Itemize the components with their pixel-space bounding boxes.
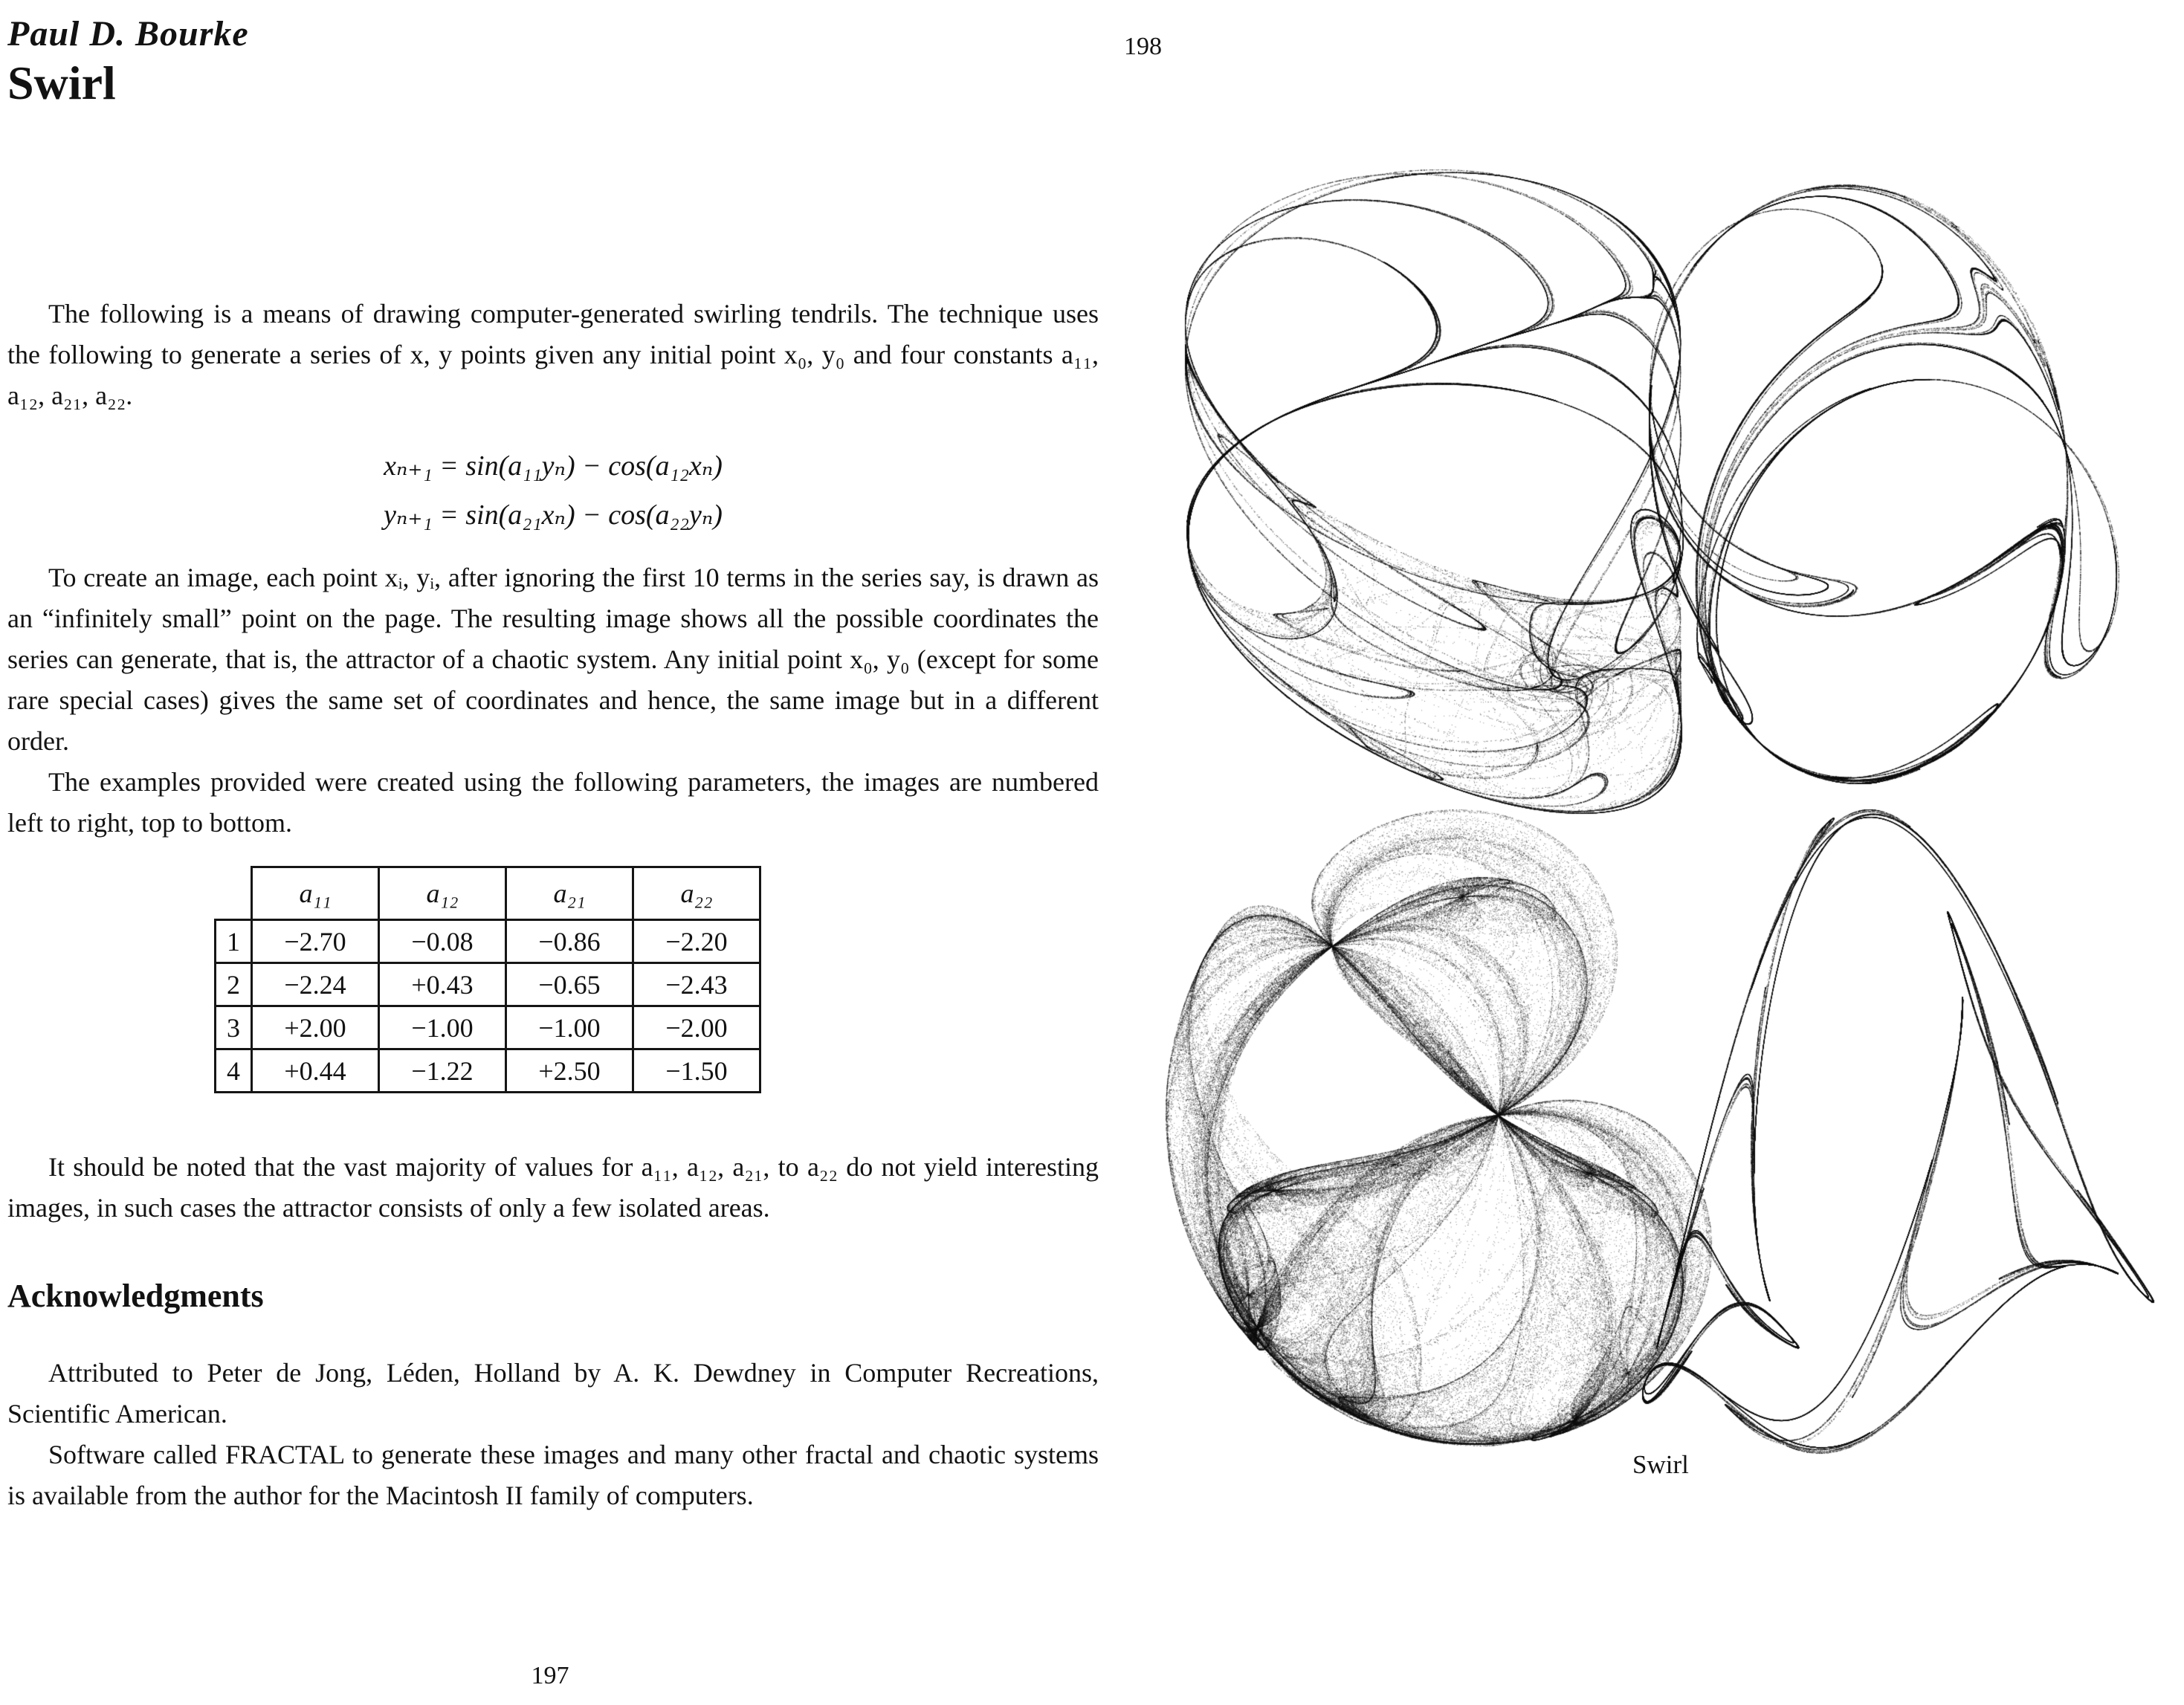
table-cell: −2.70 — [252, 920, 379, 963]
left-text-column — [7, 15, 1099, 1516]
equation-x: xₙ₊₁ = sin(a₁₁yₙ) − cos(a₁₂xₙ) — [384, 450, 723, 482]
table-cell: −2.24 — [252, 963, 379, 1006]
table-row-number: 2 — [216, 963, 252, 1006]
parameter-table-wrap — [214, 866, 1099, 1093]
table-cell: −2.20 — [633, 920, 760, 963]
table-cell: −0.08 — [379, 920, 506, 963]
table-cell: +0.44 — [252, 1049, 379, 1093]
table-cell: −2.43 — [633, 963, 760, 1006]
attractor-figure-4 — [1638, 805, 2158, 1458]
equation-block — [7, 441, 1099, 540]
attractor-figure-2 — [1644, 180, 2123, 788]
page-number-198: 198 — [1124, 33, 1162, 60]
paragraph-intro: The following is a means of drawing computer-generated swirling tendrils. The technique uses the following to generate a series of x, y points given any initial point x₀, y₀ and four constants a₁₁, a₁₂, a₂₁, a₂₂. — [7, 299, 1099, 411]
table-row — [216, 1049, 760, 1093]
table-header-2: a₁₂ — [379, 867, 506, 920]
table-row-number: 3 — [216, 1006, 252, 1049]
paragraph-image-creation: To create an image, each point xᵢ, yᵢ, after ignoring the first 10 terms in the series say, is drawn as an “infinitely small” point on the page. The resulting image shows all the possible coordinates the series can generate, that is, the attractor of a chaotic system. Any initial point x₀, y₀ (except for some rare special cases) gives the same set of coordinates and hence, the same image but in a different order. — [7, 563, 1099, 757]
author-name: Paul D. Bourke — [7, 14, 249, 54]
table-header-4: a₂₂ — [633, 867, 760, 920]
table-row-number: 1 — [216, 920, 252, 963]
paragraph-examples: The examples provided were created using the following parameters, the images are numbered left to right, top to bottom. — [7, 767, 1099, 838]
acknowledgments-heading: Acknowledgments — [7, 1278, 264, 1315]
table-row — [216, 963, 760, 1006]
table-corner-cell — [216, 867, 252, 920]
paragraph-software: Software called FRACTAL to generate these images and many other fractal and chaotic systems is available from the author for the Macintosh II family of computers. — [7, 1439, 1099, 1510]
table-cell: +2.00 — [252, 1006, 379, 1049]
attractor-figure-3 — [1161, 805, 1716, 1450]
paragraph-note: It should be noted that the vast majority of values for a₁₁, a₁₂, a₂₁, to a₂₂ do not yield interesting images, in such cases the attractor consists of only a few isolated areas. — [7, 1152, 1099, 1223]
table-cell: +2.50 — [506, 1049, 633, 1093]
paragraph-attribution: Attributed to Peter de Jong, Léden, Holland by A. K. Dewdney in Computer Recreations, Scientific American. — [7, 1357, 1099, 1429]
table-cell: −0.65 — [506, 963, 633, 1006]
table-row — [216, 920, 760, 963]
table-header-1: a₁₁ — [252, 867, 379, 920]
table-header-3: a₂₁ — [506, 867, 633, 920]
table-cell: −1.50 — [633, 1049, 760, 1093]
table-cell: +0.43 — [379, 963, 506, 1006]
table-cell: −1.00 — [506, 1006, 633, 1049]
table-row — [216, 1006, 760, 1049]
table-cell: −1.22 — [379, 1049, 506, 1093]
figure-caption: Swirl — [1632, 1450, 1689, 1479]
table-row-number: 4 — [216, 1049, 252, 1093]
equation-y: yₙ₊₁ = sin(a₂₁xₙ) − cos(a₂₂yₙ) — [384, 499, 723, 531]
attractor-figure-1 — [1180, 165, 1687, 818]
page-number-197: 197 — [531, 1662, 569, 1689]
table-cell: −2.00 — [633, 1006, 760, 1049]
parameter-table — [214, 866, 761, 1093]
page-title: Swirl — [7, 56, 116, 109]
table-cell: −0.86 — [506, 920, 633, 963]
table-cell: −1.00 — [379, 1006, 506, 1049]
